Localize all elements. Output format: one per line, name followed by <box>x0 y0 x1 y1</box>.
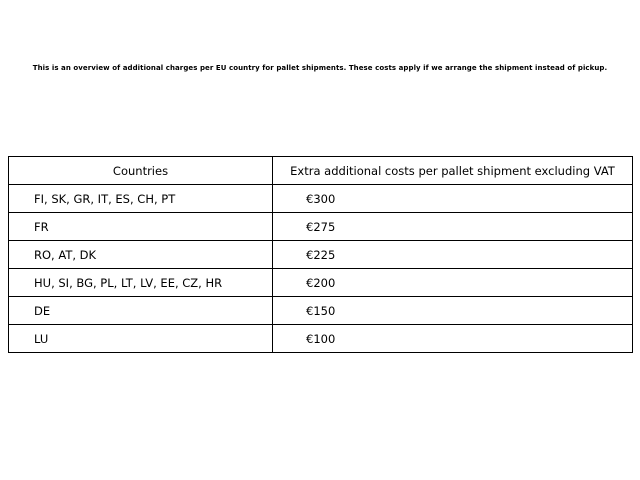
charges-table-body <box>9 185 633 353</box>
cost-cell: €300 <box>273 185 633 213</box>
countries-cell: LU <box>9 325 273 353</box>
countries-cell: FI, SK, GR, IT, ES, CH, PT <box>9 185 273 213</box>
countries-cell: DE <box>9 297 273 325</box>
charges-table-header <box>9 157 633 185</box>
countries-cell: FR <box>9 213 273 241</box>
cost-cell: €225 <box>273 241 633 269</box>
cost-cell: €150 <box>273 297 633 325</box>
charges-table <box>8 156 633 353</box>
countries-cell: HU, SI, BG, PL, LT, LV, EE, CZ, HR <box>9 269 273 297</box>
header-row <box>9 157 633 185</box>
cost-cell: €275 <box>273 213 633 241</box>
table-row <box>9 325 633 353</box>
table-row <box>9 269 633 297</box>
overview-note: This is an overview of additional charges per EU country for pallet shipments. These costs apply if we arrange the shipment instead of pickup. <box>32 64 608 72</box>
table-row <box>9 241 633 269</box>
table-row <box>9 213 633 241</box>
column-header-countries: Countries <box>9 157 273 185</box>
table-row <box>9 185 633 213</box>
column-header-costs: Extra additional costs per pallet shipment excluding VAT <box>273 157 633 185</box>
cost-cell: €200 <box>273 269 633 297</box>
countries-cell: RO, AT, DK <box>9 241 273 269</box>
cost-cell: €100 <box>273 325 633 353</box>
table-row <box>9 297 633 325</box>
